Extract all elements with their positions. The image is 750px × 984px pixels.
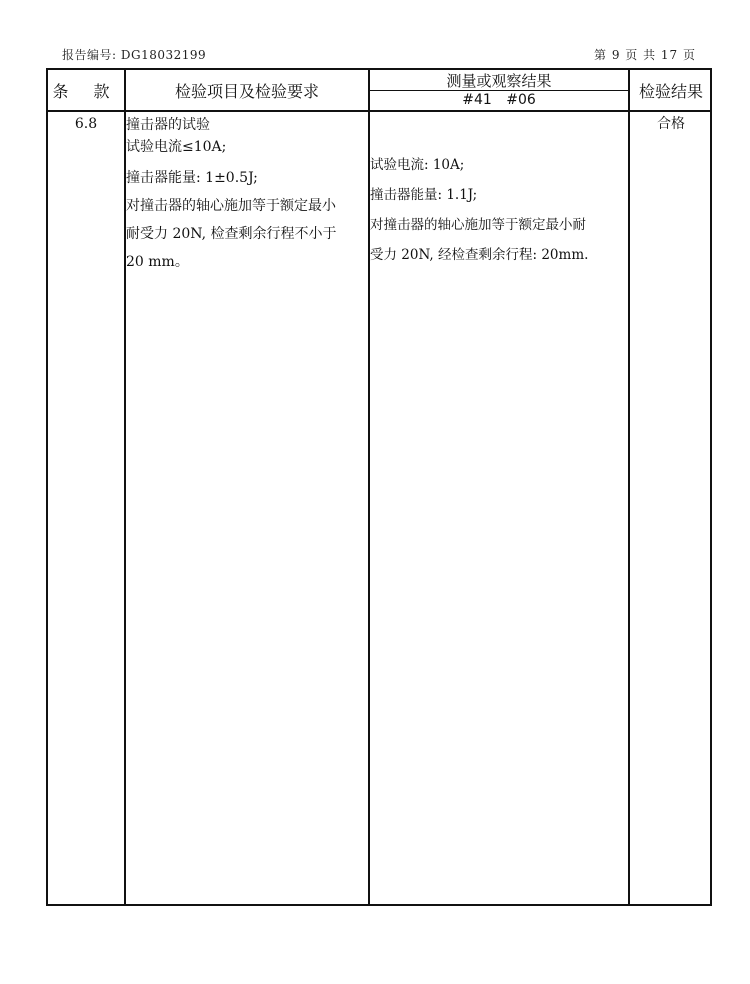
- inspection-table: [46, 68, 712, 906]
- item-line: 20 mm。: [126, 254, 189, 270]
- header-measure: 测量或观察结果: [446, 72, 552, 90]
- header-result: 检验结果: [638, 82, 703, 101]
- header-measure-sub: #41 #06: [462, 92, 536, 108]
- item-line: 试验电流≤10A;: [126, 139, 227, 155]
- report-number: 报告编号: DG18032199: [62, 48, 207, 62]
- item-line: 对撞击器的轴心施加等于额定最小: [126, 198, 336, 214]
- row-item: [126, 114, 366, 276]
- row-measure: [370, 150, 628, 270]
- row-result: 合格: [657, 116, 685, 132]
- measure-line: 试验电流: 10A;: [370, 157, 465, 173]
- item-line: 耐受力 20N, 检查剩余行程不小于: [126, 226, 337, 242]
- measure-line: 撞击器能量: 1.1J;: [370, 187, 478, 203]
- header-divider: [48, 110, 710, 112]
- page-info: 第 9 页 共 17 页: [594, 48, 696, 62]
- item-line: 撞击器能量: 1±0.5J;: [126, 170, 258, 186]
- col-divider-3: [628, 70, 630, 904]
- header-item: 检验项目及检验要求: [174, 82, 319, 101]
- measure-line: 对撞击器的轴心施加等于额定最小耐: [370, 217, 586, 233]
- row-clause: 6.8: [74, 116, 98, 132]
- item-line: 撞击器的试验: [126, 117, 210, 133]
- measure-line: 受力 20N, 经检查剩余行程: 20mm.: [370, 247, 589, 263]
- header-clause: 条 款: [52, 82, 120, 101]
